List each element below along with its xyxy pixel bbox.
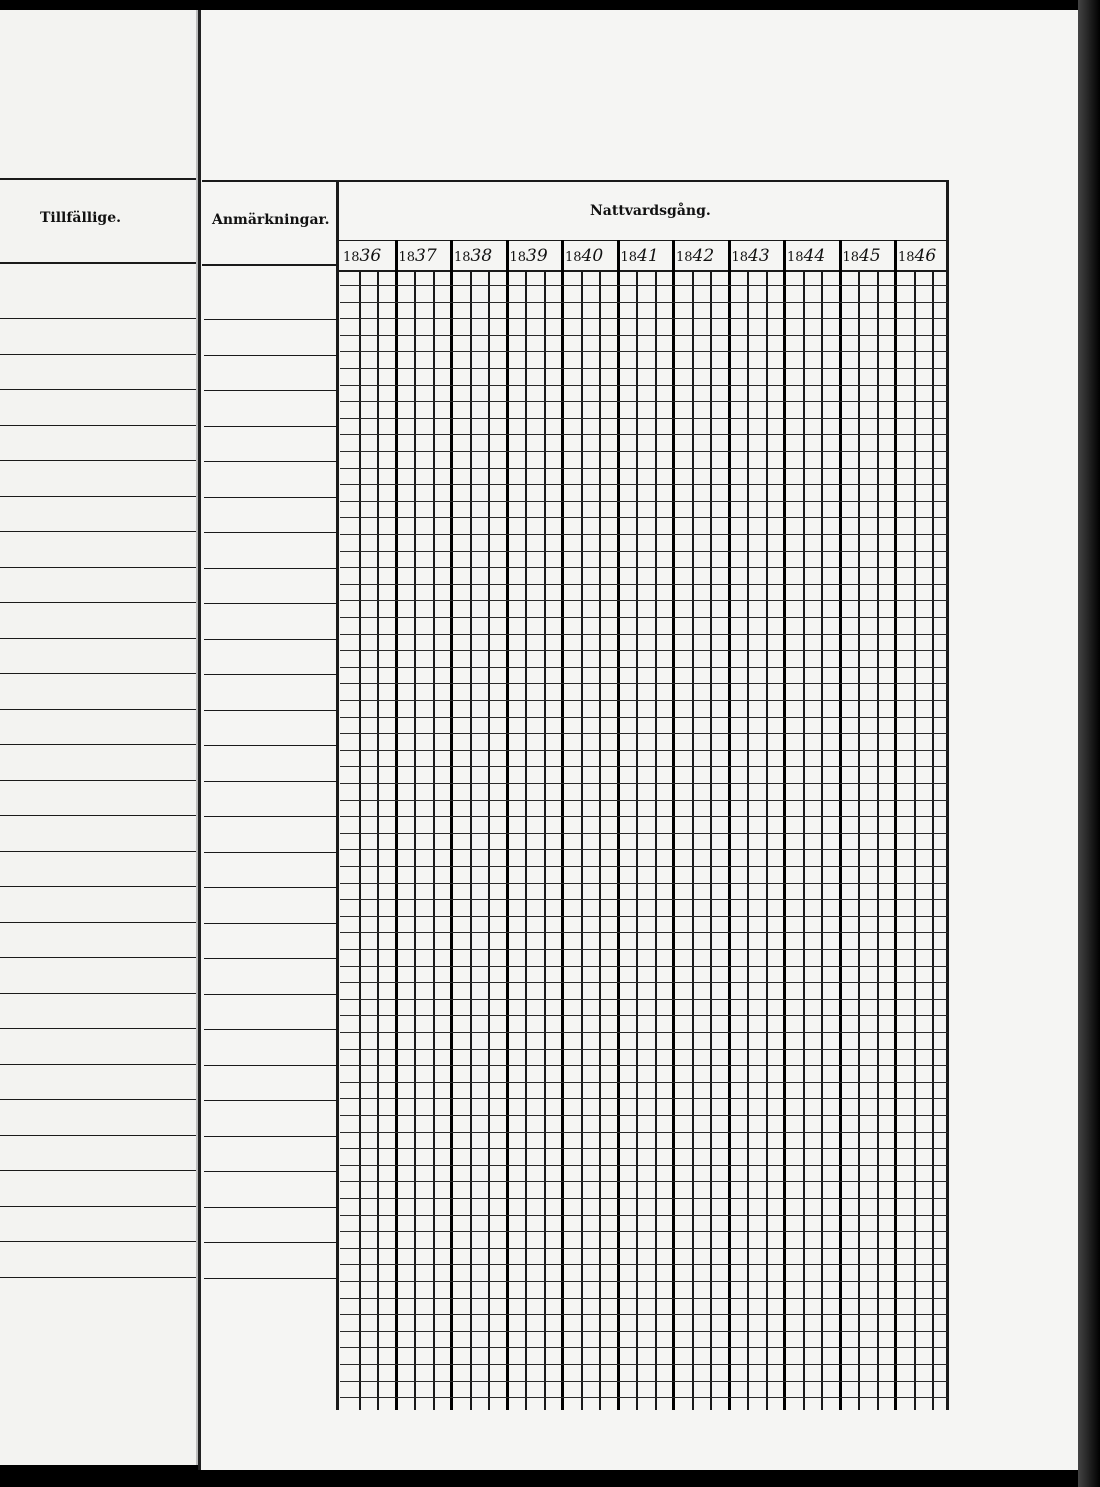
grid-row-line	[340, 1098, 948, 1099]
left-row-rule	[0, 780, 196, 781]
subcolumn-line	[655, 270, 657, 1410]
year-label	[399, 246, 437, 266]
grid-row-line	[340, 1298, 948, 1299]
year-printed: 18	[398, 250, 416, 265]
remarks-row-rule	[204, 1242, 336, 1243]
grid-row-line	[340, 501, 948, 502]
grid-row-line	[340, 750, 948, 751]
scan-edge	[1078, 0, 1100, 1487]
year-label	[510, 246, 548, 266]
subcolumn-line	[747, 270, 749, 1410]
subcolumn-line	[877, 270, 879, 1410]
column-divider-right	[946, 180, 949, 1410]
subcolumn-line	[692, 270, 694, 1410]
header-top-rule-nat	[338, 180, 948, 182]
remarks-row-rule	[204, 390, 336, 391]
subcolumn-line	[470, 270, 472, 1410]
subcolumn-line	[377, 270, 379, 1410]
grid-row-line	[340, 1397, 948, 1398]
left-row-rule	[0, 425, 196, 426]
grid-row-line	[340, 1264, 948, 1265]
grid-row-line	[340, 451, 948, 452]
grid-row-line	[340, 916, 948, 917]
grid-row-line	[340, 418, 948, 419]
grid-row-line	[340, 368, 948, 369]
grid-row-line	[340, 584, 948, 585]
grid-row-line	[340, 1015, 948, 1016]
year-handwritten: 39	[526, 246, 548, 266]
year-divider	[672, 240, 675, 1410]
remarks-row-rule	[204, 461, 336, 462]
grid-row-line	[340, 567, 948, 568]
grid-row-line	[340, 534, 948, 535]
subcolumn-line	[581, 270, 583, 1410]
right-page	[198, 10, 1086, 1470]
year-divider	[839, 240, 842, 1410]
year-handwritten: 36	[359, 246, 382, 266]
remarks-row-rule	[204, 603, 336, 604]
grid-row-line	[340, 302, 948, 303]
left-row-rule	[0, 957, 196, 958]
grid-row-line	[340, 1347, 948, 1348]
year-handwritten: 37	[415, 246, 437, 266]
remarks-row-rule	[204, 1278, 336, 1279]
year-handwritten: 40	[581, 246, 604, 266]
remarks-row-rule	[204, 852, 336, 853]
header-bottom-rule	[0, 262, 196, 264]
left-row-rule	[0, 354, 196, 355]
year-handwritten: 43	[748, 246, 770, 266]
subcolumn-line	[599, 270, 601, 1410]
left-row-rule	[0, 673, 196, 674]
left-row-rule	[0, 531, 196, 532]
remarks-row-rule	[204, 1100, 336, 1101]
year-printed: 18	[898, 250, 915, 265]
grid-row-line	[340, 683, 948, 684]
remarks-row-rule	[204, 639, 336, 640]
left-row-rule	[0, 318, 196, 319]
header-tillfallige: Tillfällige.	[40, 210, 121, 226]
grid-row-line	[340, 335, 948, 336]
subcolumn-line	[766, 270, 768, 1410]
grid-row-line	[340, 849, 948, 850]
header-nattvardsgang: Nattvardsgång.	[590, 203, 711, 219]
year-divider	[450, 240, 453, 1410]
year-divider	[617, 240, 620, 1410]
left-row-rule	[0, 851, 196, 852]
column-divider-left	[336, 180, 339, 1410]
grid-row-line	[340, 1181, 948, 1182]
grid-row-line	[340, 883, 948, 884]
remarks-row-rule	[204, 816, 336, 817]
remarks-row-rule	[204, 568, 336, 569]
grid-row-line	[340, 1215, 948, 1216]
grid-row-line	[340, 1381, 948, 1382]
year-printed: 18	[620, 250, 638, 265]
remarks-row-rule	[204, 1207, 336, 1208]
left-row-rule	[0, 1135, 196, 1136]
grid-row-line	[340, 833, 948, 834]
year-printed: 18	[343, 250, 360, 265]
grid-row-line	[340, 1281, 948, 1282]
remarks-row-rule	[204, 426, 336, 427]
left-row-rule	[0, 922, 196, 923]
remarks-row-rule	[204, 1171, 336, 1172]
left-row-rule	[0, 567, 196, 568]
year-label	[454, 246, 492, 266]
year-label	[898, 246, 936, 266]
header-anmarkningar: Anmärkningar.	[212, 212, 330, 228]
grid-row-line	[340, 1065, 948, 1066]
left-row-rule	[0, 815, 196, 816]
left-row-rule	[0, 744, 196, 745]
year-divider	[561, 240, 564, 1410]
year-label	[732, 246, 770, 266]
header-bottom-rule-mid	[202, 264, 338, 266]
grid-row-line	[340, 733, 948, 734]
left-row-rule	[0, 389, 196, 390]
left-row-rule	[0, 638, 196, 639]
year-label	[343, 246, 381, 266]
subcolumn-line	[544, 270, 546, 1410]
grid-row-line	[340, 1364, 948, 1365]
grid-row-line	[340, 551, 948, 552]
year-handwritten: 44	[803, 246, 826, 266]
remarks-row-rule	[204, 674, 336, 675]
grid-row-line	[340, 982, 948, 983]
year-label	[843, 246, 881, 266]
left-row-rule	[0, 1206, 196, 1207]
grid-row-line	[340, 932, 948, 933]
remarks-row-rule	[204, 887, 336, 888]
remarks-row-rule	[204, 781, 336, 782]
remarks-row-rule	[204, 355, 336, 356]
grid-row-line	[340, 484, 948, 485]
left-row-rule	[0, 1241, 196, 1242]
grid-row-line	[340, 634, 948, 635]
remarks-row-rule	[204, 710, 336, 711]
grid-row-line	[340, 1165, 948, 1166]
year-handwritten: 46	[914, 246, 937, 266]
year-divider	[894, 240, 897, 1410]
header-top-rule-mid	[202, 180, 338, 182]
year-handwritten: 45	[859, 246, 881, 266]
subcolumn-line	[821, 270, 823, 1410]
left-row-rule	[0, 1277, 196, 1278]
grid-row-line	[340, 1314, 948, 1315]
grid-row-line	[340, 385, 948, 386]
grid-row-line	[340, 517, 948, 518]
remarks-row-rule	[204, 1029, 336, 1030]
year-handwritten: 41	[637, 246, 659, 266]
grid-row-line	[340, 949, 948, 950]
grid-row-line	[340, 285, 948, 286]
grid-row-line	[340, 800, 948, 801]
grid-row-line	[340, 1115, 948, 1116]
year-printed: 18	[565, 250, 582, 265]
year-handwritten: 38	[470, 246, 493, 266]
subcolumn-line	[488, 270, 490, 1410]
remarks-row-rule	[204, 532, 336, 533]
year-label	[621, 246, 659, 266]
remarks-row-rule	[204, 1136, 336, 1137]
left-row-rule	[0, 1028, 196, 1029]
grid-row-line	[340, 401, 948, 402]
grid-row-line	[340, 1082, 948, 1083]
left-row-rule	[0, 602, 196, 603]
grid-row-line	[340, 1331, 948, 1332]
left-row-rule	[0, 886, 196, 887]
remarks-row-rule	[204, 1065, 336, 1066]
grid-row-line	[340, 899, 948, 900]
grid-row-line	[340, 816, 948, 817]
year-printed: 18	[787, 250, 804, 265]
year-label	[787, 246, 825, 266]
year-divider	[783, 240, 786, 1410]
grid-row-line	[340, 318, 948, 319]
grid-row-line	[340, 1049, 948, 1050]
remarks-row-rule	[204, 958, 336, 959]
grid-row-line	[340, 966, 948, 967]
grid-row-line	[340, 351, 948, 352]
left-row-rule	[0, 1099, 196, 1100]
left-row-rule	[0, 496, 196, 497]
remarks-row-rule	[204, 497, 336, 498]
grid-row-line	[340, 999, 948, 1000]
subcolumn-line	[525, 270, 527, 1410]
grid-row-line	[340, 717, 948, 718]
year-printed: 18	[676, 250, 693, 265]
grid-row-line	[340, 667, 948, 668]
grid-row-line	[340, 468, 948, 469]
grid-row-line	[340, 1148, 948, 1149]
grid-row-line	[340, 434, 948, 435]
grid-row-line	[340, 1198, 948, 1199]
grid-row-line	[340, 617, 948, 618]
year-printed: 18	[731, 250, 749, 265]
grid-row-line	[340, 766, 948, 767]
subcolumn-line	[914, 270, 916, 1410]
year-handwritten: 42	[692, 246, 715, 266]
year-divider	[728, 240, 731, 1410]
subcolumn-line	[433, 270, 435, 1410]
year-label	[676, 246, 714, 266]
left-row-rule	[0, 709, 196, 710]
left-row-rule	[0, 460, 196, 461]
subcolumn-line	[414, 270, 416, 1410]
grid-row-line	[340, 1231, 948, 1232]
grid-row-line	[340, 783, 948, 784]
subcolumn-line	[710, 270, 712, 1410]
grid-row-line	[340, 1248, 948, 1249]
subcolumn-line	[636, 270, 638, 1410]
grid-row-line	[340, 650, 948, 651]
left-row-rule	[0, 1170, 196, 1171]
subcolumn-line	[858, 270, 860, 1410]
year-label	[565, 246, 603, 266]
year-row-top-rule	[338, 240, 948, 241]
grid-row-line	[340, 1132, 948, 1133]
subcolumn-line	[932, 270, 934, 1410]
year-printed: 18	[454, 250, 471, 265]
remarks-row-rule	[204, 923, 336, 924]
remarks-row-rule	[204, 994, 336, 995]
year-printed: 18	[842, 250, 860, 265]
grid-row-line	[340, 1032, 948, 1033]
year-printed: 18	[509, 250, 527, 265]
subcolumn-line	[803, 270, 805, 1410]
left-row-rule	[0, 1064, 196, 1065]
grid-row-line	[340, 600, 948, 601]
grid-row-line	[340, 700, 948, 701]
grid-row-line	[340, 866, 948, 867]
subcolumn-line	[359, 270, 361, 1410]
left-row-rule	[0, 993, 196, 994]
header-top-rule	[0, 178, 196, 180]
left-page	[0, 10, 198, 1465]
year-divider	[395, 240, 398, 1410]
year-divider	[506, 240, 509, 1410]
remarks-row-rule	[204, 319, 336, 320]
remarks-row-rule	[204, 745, 336, 746]
year-row-bottom-rule	[338, 270, 948, 272]
